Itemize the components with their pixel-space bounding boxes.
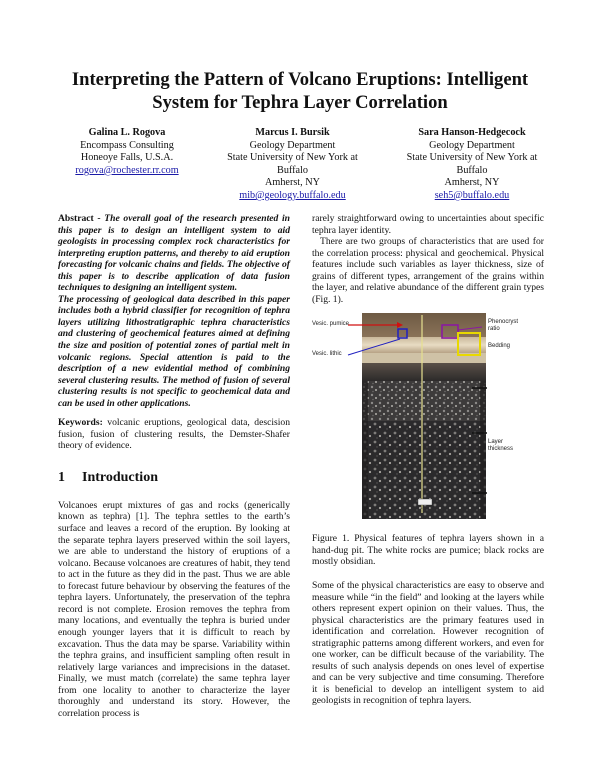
keywords-label: Keywords: — [58, 417, 103, 429]
abstract-label: Abstract - — [58, 213, 105, 224]
abstract-text-1: The overall goal of the research presented in this paper is to design an intelligent system to aid geologists in processing complex rock characteristics for interpreting eruption patterns, and thereby to aid eruption forecasting for volcanic chains and fields. The objective of this paper is to describe application of data fusion techniques to designing an intelligent system. — [58, 213, 290, 294]
author-affiliation: Encompass Consulting — [80, 139, 174, 151]
label-layer-thickness: Layer thickness — [488, 439, 514, 453]
left-column — [58, 213, 290, 719]
author-location: Amherst, NY — [265, 177, 320, 189]
abstract-paragraph-1 — [58, 213, 290, 294]
author-department: Geology Department — [249, 139, 336, 151]
bedding-marker-box — [458, 333, 480, 355]
lithic-marker-box — [398, 329, 407, 338]
abstract-paragraph-2: The processing of geological data described in this paper includes both a hybrid classifier for recognition of tephra layers utilizing lithostratigraphic tephra characteristics and clustering of geochemical features aimed at defining the size and position of potential zones of partial melt in volcanic regions. Special attention is paid to the description of a new evidential method of combining several clustering results. The method of fusion of several clustering results is not specific to geochemical data and can be used in other applications. — [58, 293, 290, 409]
label-bedding: Bedding — [488, 343, 511, 350]
author-2 — [205, 127, 380, 203]
author-affiliation: State University of New York at — [406, 152, 538, 164]
label-phenocryst-ratio: Phenocryst ratio — [488, 319, 519, 333]
pumice-arrowhead — [397, 322, 403, 328]
phenocryst-marker-box — [442, 325, 458, 338]
label-scale: 10 cm — [420, 505, 433, 511]
section-heading-introduction — [58, 470, 290, 486]
author-location: Honeoye Falls, U.S.A. — [80, 152, 174, 164]
keywords-text: volcanic eruptions, geological data, descision fusion, fusion of clustering results, the Demster-Shafer theory of evidence. — [58, 417, 290, 452]
author-email-link[interactable]: seh5@buffalo.edu — [434, 189, 510, 201]
label-vesic-pumice: Vesic. pumice — [312, 321, 350, 328]
author-affiliation-cont: Buffalo — [277, 164, 308, 176]
title-line-2: System for Tephra Layer Correlation — [152, 92, 448, 113]
author-name: Sara Hanson-Hedgecock — [418, 127, 526, 138]
figure-1 — [312, 313, 556, 523]
author-affiliation: State University of New York at — [227, 152, 358, 164]
paper-title — [40, 68, 560, 114]
right-column — [312, 213, 544, 707]
keywords-paragraph — [58, 417, 290, 452]
right-paragraph-3: Some of the physical characteristics are easy to observe and measure while “in the field” and looking at the layers while others represent expert opinion on their values. Thus, the physical characteristics are the primary features used in identification and correlation. However recognition of stratigraphic patterns among different workers, and even for one worker, can be difficult because of the variability. The results of such analysis depends on ones level of expertise and can be very subjective and time consuming. Therefore it is beneficial to develop an intelligent system to aid geologists in recognition of tephra layers. — [312, 580, 544, 707]
figure-annotation-layer — [312, 313, 556, 523]
author-name: Marcus I. Bursik — [255, 127, 330, 138]
author-location: Amherst, NY — [444, 177, 500, 189]
lithic-leader — [348, 339, 400, 355]
author-name: Galina L. Rogova — [88, 127, 166, 138]
author-email-link[interactable]: rogova@rochester.rr.com — [75, 164, 179, 176]
right-paragraph-2: There are two groups of characteristics that are used for the correlation process: physical and geochemical. Physical features include such variables as layer thickness, size of grains of different types, arrangement of the grains within the layer, and relative abundance of the different grain types (Fig. 1). — [312, 236, 544, 305]
intro-paragraph: Volcanoes erupt mixtures of gas and rocks (generically known as tephra) [1]. The tephra settles to the earth’s surface and leaves a record of the eruption. By looking at the separate tephra layers preserved within the soil layers, we are able to understand the history of eruptions of a volcano. Because volcanoes are creatures of habit, they tend to act in the future as they did in the past. Thus we are able to forecast future behaviour by observing the features of the tephra layers. Unfortunately, the preservation of the tephra record is not complete. Erosion removes the tephra from many locations, and eventually the tephra is buried under enough younger layers that it is difficult to reach by excavation. Thus the data may be sparse. Variability within the tephra grains, and insufficient sampling often result in relatively large variances and imprecisions in the dataset. Finally, we must match (correlate) the same tephra layer from one locality to another to characterize the layer thoroughly and understand its story. However, the correlation process is — [58, 499, 290, 719]
author-department: Geology Department — [429, 139, 515, 151]
phenocryst-leader — [458, 327, 482, 330]
author-1 — [52, 127, 202, 177]
section-title: Introduction — [82, 469, 158, 485]
figure-1-caption: Figure 1. Physical features of tephra layers shown in a hand-dug pit. The white rocks are pumice; black rocks are mostly obsidian. — [312, 533, 544, 568]
author-email-link[interactable]: mib@geology.buffalo.edu — [239, 189, 346, 201]
author-affiliation-cont: Buffalo — [456, 164, 488, 176]
author-3 — [383, 127, 561, 203]
label-vesic-lithic: Vesic. lithic — [312, 351, 342, 358]
title-line-1: Interpreting the Pattern of Volcano Eruptions: Intelligent — [71, 69, 529, 90]
section-number: 1 — [58, 469, 65, 485]
right-paragraph-1: rarely straightforward owing to uncertainties about specific tephra layer identity. — [312, 213, 544, 236]
